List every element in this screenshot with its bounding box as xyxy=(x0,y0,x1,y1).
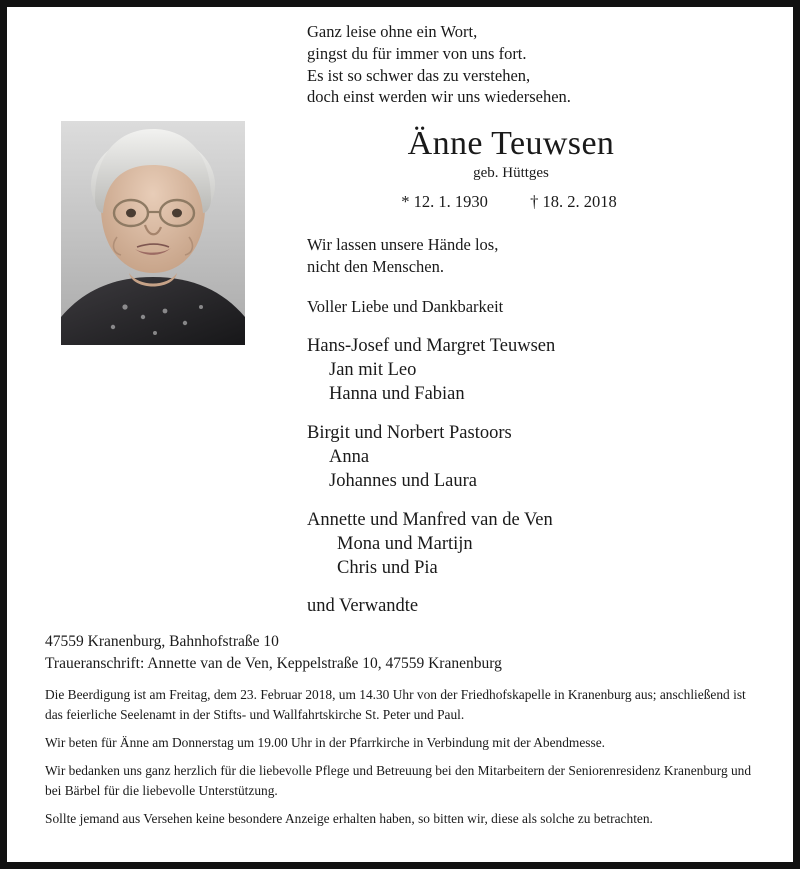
thanks-note: Wir bedanken uns ganz herzlich für die liebevolle Pflege und Betreuung bei den Mitarbeitern der Seniorenresidenz Kranenburg und bei Bärbel für die liebevolle Unterstützung. xyxy=(45,763,752,798)
death-date: 18. 2. 2018 xyxy=(542,191,617,211)
verse-line-1: Ganz leise ohne ein Wort, xyxy=(307,22,478,41)
family-group-head: Hans-Josef und Margret Teuwsen xyxy=(307,336,556,357)
portrait-image xyxy=(61,121,245,345)
birth-symbol: * xyxy=(401,191,410,211)
family-group-child: Hanna und Fabian xyxy=(329,383,465,404)
memorial-verse xyxy=(307,21,755,108)
birth-date: 12. 1. 1930 xyxy=(413,191,488,211)
service-details xyxy=(45,685,755,828)
motto-line-1: Wir lassen unsere Hände los, xyxy=(307,234,499,254)
gratitude-line: Voller Liebe und Dankbarkeit xyxy=(307,297,504,317)
family-group xyxy=(307,509,755,580)
family-group-child: Johannes und Laura xyxy=(329,470,477,491)
family-group-head: Birgit und Norbert Pastoors xyxy=(307,423,512,444)
family-group-head: Annette und Manfred van de Ven xyxy=(307,510,553,531)
funeral-details: Die Beerdigung ist am Freitag, dem 23. Februar 2018, um 14.30 Uhr von der Friedhofskapelle in Kranenburg aus; anschließend ist das feierliche Seelenamt in der Stifts- und Wallfahrtskirche St. Peter und Paul. xyxy=(45,687,746,722)
family-group-child: Jan mit Leo xyxy=(329,359,417,380)
family-group-child: Anna xyxy=(329,447,370,467)
verse-line-4: doch einst werden wir uns wiedersehen. xyxy=(307,87,571,107)
maiden-name: geb. Hüttges xyxy=(473,164,549,181)
general-notice: Sollte jemand aus Versehen keine besondere Anzeige erhalten haben, so bitten wir, diese als solche zu betrachten. xyxy=(45,810,653,826)
memorial-motto xyxy=(307,234,755,278)
portrait-photo xyxy=(61,121,245,345)
family-group-child: Mona und Martijn xyxy=(337,534,473,555)
verse-line-2: gingst du für immer von uns fort. xyxy=(307,43,527,63)
rosary-details: Wir beten für Änne am Donnerstag um 19.00 Uhr in der Pfarrkirche in Verbindung mit der Abendmesse. xyxy=(45,734,605,750)
death-symbol: † xyxy=(530,191,539,211)
home-address: 47559 Kranenburg, Bahnhofstraße 10 xyxy=(45,633,279,651)
family-list xyxy=(307,335,755,617)
relatives-line: und Verwandte xyxy=(307,596,419,617)
deceased-name: Änne Teuwsen xyxy=(407,125,615,163)
verse-line-3: Es ist so schwer das zu verstehen, xyxy=(307,65,531,85)
life-dates xyxy=(307,192,755,212)
family-group xyxy=(307,335,755,406)
motto-line-2: nicht den Menschen. xyxy=(307,256,445,276)
family-group xyxy=(307,422,755,493)
family-group-child: Chris und Pia xyxy=(337,557,438,578)
obituary-inner xyxy=(7,7,793,862)
address-block xyxy=(45,631,755,675)
upper-text-column xyxy=(307,21,755,317)
condolence-address: Traueranschrift: Annette van de Ven, Keppelstraße 10, 47559 Kranenburg xyxy=(45,655,502,673)
